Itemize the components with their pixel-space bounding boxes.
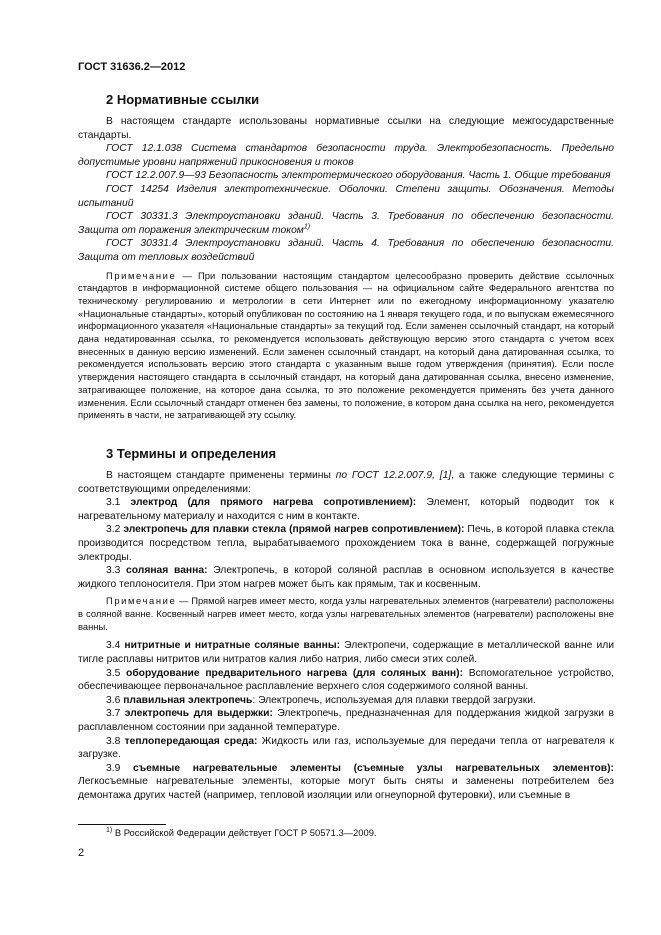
term-number: 3.9 [106,762,134,774]
normative-reference: ГОСТ 12.2.007.9—93 Безопасность электротермического оборудования. Часть 1. Общие требования [106,170,611,182]
section-3-note [78,595,614,633]
page-number: 2 [78,847,85,859]
section-2-intro: В настоящем стандарте использованы нормативные ссылки на следующие межгосударственные стандарты. [78,116,614,141]
term-number: 3.2 [106,524,124,536]
term-definition [78,735,614,762]
reference-text: ГОСТ 30331.3 Электроустановки зданий. Часть 3. Требования по обеспечению безопасности. Защита от поражения электрическим током [78,211,614,236]
term-text: Элемент, который подводит ток к нагревательному материалу и находится с ним в контакте. [78,497,614,522]
term-number: 3.6 [106,694,124,706]
term-name: теплопередающая среда: [124,735,258,747]
intro-text: В настоящем стандарте применены термины [106,469,336,481]
term-number: 3.1 [106,497,131,509]
term-name: оборудование предварительного нагрева (для соляных ванн): [126,667,464,679]
term-definition [78,762,614,803]
term-name: нитритные и нитратные соляные ванны: [124,640,341,652]
term-name: электропечь для выдержки: [124,708,273,720]
term-definition [78,667,614,694]
term-name: съемные нагревательные элементы (съемные узлы нагревательных элементов): [133,762,614,774]
term-text: : Электропечь, используемая для плавки твердой загрузки. [252,694,536,706]
term-name: плавильная электропечь [123,694,253,706]
normative-reference [78,210,614,237]
term-text: Электропечь, в которой соляной расплав в основном используется в качестве жидкого теплоносителя. При этом нагрев может быть как прямым, так и косвенным. [78,565,614,590]
normative-reference: ГОСТ 30331.4 Электроустановки зданий. Часть 4. Требования по обеспечению безопасности. Защита от тепловых воздействий [78,238,614,263]
term-name: электрод (для прямого нагрева сопротивлением): [130,497,417,509]
section-3-intro [78,469,614,496]
section-3-heading: 3 Термины и определения [106,445,277,461]
term-text: Вспомогательное устройство, обеспечивающее первоначальное расплавление верхнего слоя содержимого соляной ванны. [78,667,614,693]
term-number: 3.5 [106,667,127,679]
term-name: электропечь для плавки стекла (прямой нагрев сопротивлением): [123,524,465,536]
footnote-divider [78,824,166,825]
document-id-header: ГОСТ 31636.2—2012 [78,61,186,73]
footnote-marker: 1) [303,223,311,231]
term-text: Электропечь, предназначенная для поддержания жидкой загрузки в расплавленном состоянии при заданной температуре. [78,708,614,733]
term-text: Легкосъемные нагревательные элементы, которые могут быть сняты и заменены потребителем без демонтажа других частей (например, тепловой изоляции или огнеупорной футеровки), или съемные в [78,776,614,801]
page-content [78,92,614,803]
normative-reference: ГОСТ 14254 Изделия электротехнические. Оболочки. Степени защиты. Обозначения. Методы испытаний [78,183,614,209]
term-definition [78,694,614,708]
term-number: 3.4 [106,640,125,652]
term-definition [78,639,614,666]
term-text: Жидкость или газ, используемые для передачи тепла от нагревателя к загрузке. [78,735,614,761]
term-number: 3.7 [106,708,125,720]
term-text: Электропечи, содержащие в металлической ванне или тигле расплавы нитритов или нитратов калия либо натрия, либо смеси этих солей. [78,640,614,666]
term-number: 3.3 [106,565,127,577]
term-number: 3.8 [106,735,125,747]
note-text: — Прямой нагрев имеет место, когда узлы нагревательных элементов (нагреватели) расположены в соляной ванне. Косвенный нагрев имеет место, когда узлы нагревательных элементов (нагреватели) расположены вне ванны. [78,595,614,632]
note-text: — При пользовании настоящим стандартом целесообразно проверить действие ссылочных стандартов в информационной системе общего пользования — на официальном сайте Федерального агентства по техническому регулированию и метрологии в сети Интернет или по ежегодному информационному указателю «Национальные стандарты», который опубликован по состоянию на 1 января текущего года, и по выпускам ежемесячного информационного указателя «Национальные стандарты» за текущий год. Если заменен ссылочный стандарт, на который дана недатированная ссылка, то рекомендуется использовать действующую версию этого стандарта с учетом всех внесенных в данную версию изменений. Если заменен ссылочный стандарт, на который дана датированная ссылка, то рекомендуется использовать версию этого стандарта с указанным выше годом утверждения (принятия). Если после утверждения настоящего стандарта в ссылочный стандарт, на который дана датированная ссылка, внесено изменение, затрагивающее положение, на которое дана ссылка, то это положение рекомендуется применять без учета данного изменения. Если ссылочный стандарт отменен без замены, то положение, в котором дана ссылка на него, рекомендуется применять в части, не затрагивающей эту ссылку. [78,269,614,421]
footnote-text: В Российской Федерации действует ГОСТ Р 50571.3—2009. [112,827,377,838]
note-label: Примечание [106,269,177,281]
section-2-heading: 2 Нормативные ссылки [106,92,260,107]
footnote-mark: 1) [106,826,113,834]
footnote [106,827,377,838]
intro-text: , а также следующие термины с соответствующими определениями: [78,469,615,495]
section-2-note [78,270,614,422]
intro-reference: по ГОСТ 12.2.007.9, [1] [335,469,452,481]
note-label: Примечание [106,595,177,607]
normative-reference: ГОСТ 12.1.038 Система стандартов безопасности труда. Электробезопасность. Предельно допустимые уровни напряжений прикосновения и токов [78,143,614,168]
term-definition [78,496,614,523]
term-definition [78,707,614,734]
term-text: Печь, в которой плавка стекла производится посредством тепла, вырабатываемого прохождением тока в ванне, содержащей погружные электроды. [78,524,614,563]
term-name: соляная ванна: [126,565,208,577]
term-definition [78,564,614,591]
term-definition [78,523,614,564]
